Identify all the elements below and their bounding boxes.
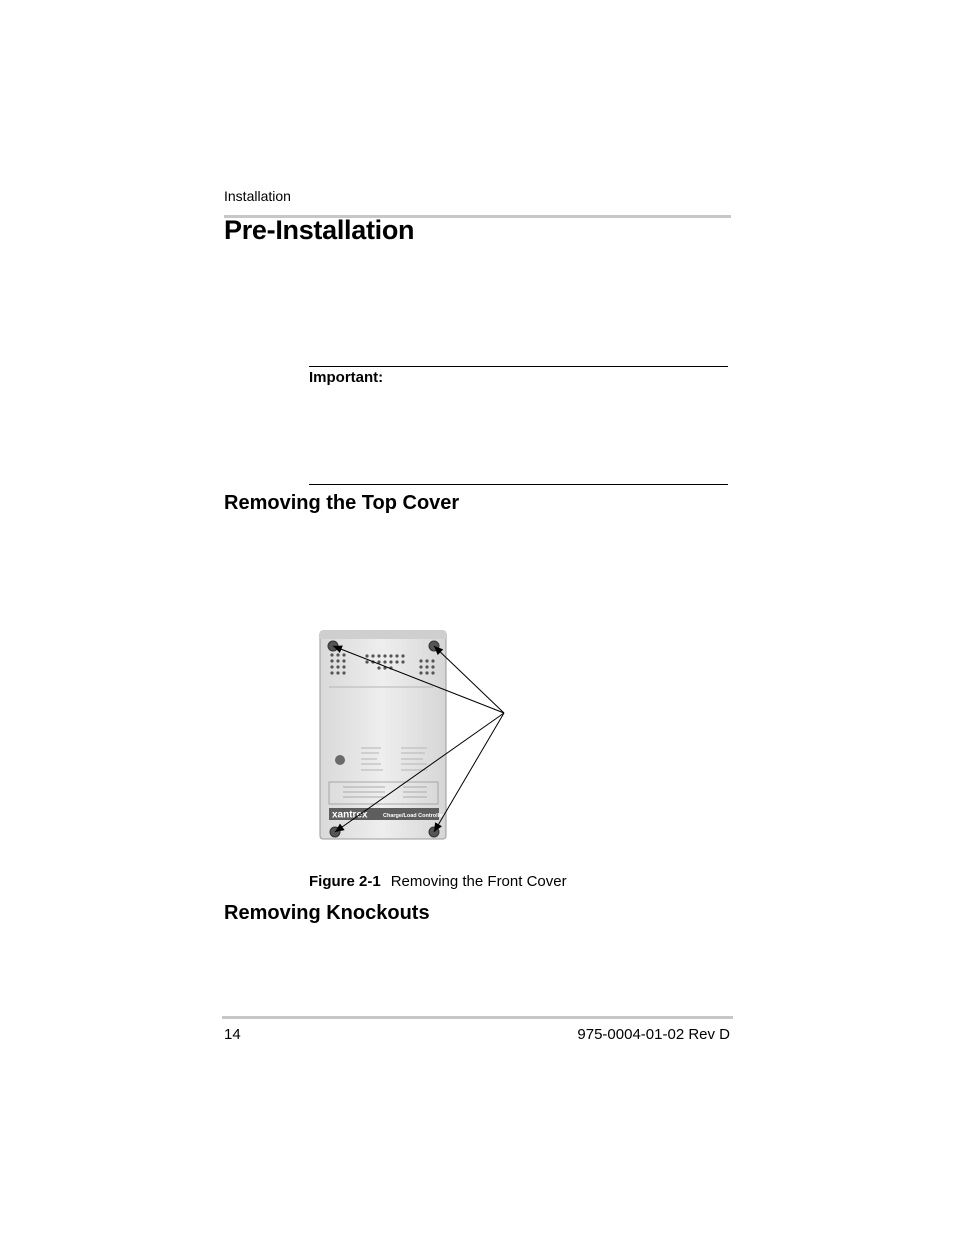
status-led-icon (335, 755, 345, 765)
page-number: 14 (224, 1026, 241, 1043)
panel-title: Charge/Load Controller (383, 813, 445, 819)
running-head: Installation (224, 188, 291, 204)
figure-illustration (315, 625, 515, 845)
section-title: Pre-Installation (224, 215, 415, 245)
note-top-rule (309, 366, 728, 367)
important-label: Important: (309, 369, 384, 386)
footer-rule (222, 1016, 733, 1019)
subsection-title-top-cover: Removing the Top Cover (224, 492, 460, 514)
note-bottom-rule (309, 484, 728, 485)
document-id: 975-0004-01-02 Rev D (577, 1026, 730, 1043)
charge-controller-device (320, 631, 446, 839)
figure-caption (309, 873, 567, 890)
figure-number: Figure 2-1 (309, 873, 381, 890)
brand-logo: xantrex (332, 809, 368, 821)
subsection-title-knockouts: Removing Knockouts (224, 902, 430, 924)
figure-caption-text: Removing the Front Cover (390, 873, 567, 890)
